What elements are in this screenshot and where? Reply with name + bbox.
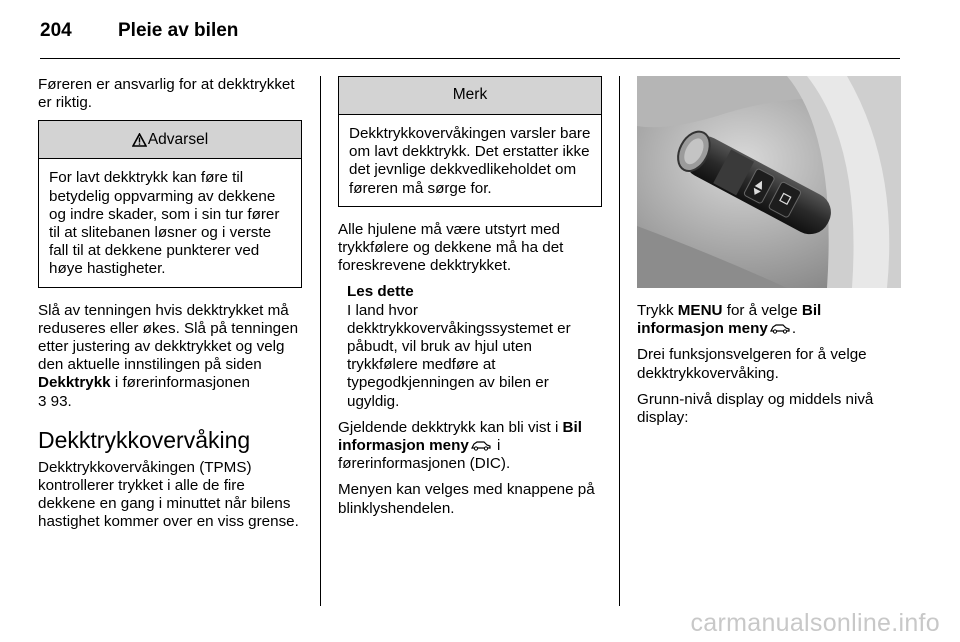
- dekktrykk-term: Dekktrykk: [38, 374, 111, 392]
- bil-informasjon-term: Bil informasjon meny: [637, 302, 822, 338]
- chapter-title: Pleie av bilen: [118, 20, 239, 41]
- page-number: 204: [40, 20, 72, 41]
- car-icon: [471, 439, 491, 451]
- header-rule: [40, 58, 900, 59]
- page-reference: 3 93.: [38, 392, 72, 410]
- column-2: [338, 76, 602, 526]
- watermark: carmanualsonline.info: [690, 609, 940, 637]
- note-box: [338, 76, 602, 207]
- tpms-paragraph: Dekktrykkovervåkingen (TPMS) kontrollerer trykket i alle de fire dekkene en gang i minuttet når bilens hastighet kommer over en viss grense.: [38, 458, 299, 531]
- menu-term: MENU: [677, 302, 723, 319]
- column-1: [38, 76, 302, 540]
- bil-informasjon-term: Bil informasjon meny: [338, 418, 582, 455]
- read-this-title: Les dette: [347, 283, 414, 301]
- ignition-paragraph: Slå av tenningen hvis dekktrykket må reduseres eller økes. Slå på tenningen etter justering av dekktrykket og velg den aktuelle innstilingen på siden Dekktrykk i førerinformasjonen 3 93.: [38, 301, 299, 410]
- read-this-note: [338, 283, 602, 410]
- warning-box-header: [39, 121, 301, 159]
- section-title: Dekktrykkovervåking: [38, 426, 251, 453]
- display-paragraph: Grunn-nivå display og middels nivå display:: [637, 390, 874, 427]
- rotate-paragraph: Drei funksjonsvelgeren for å velge dekktrykkovervåking.: [637, 346, 867, 382]
- press-menu-paragraph: Trykk MENU for å velge Bil informasjon meny .: [637, 302, 822, 338]
- column-divider: [619, 76, 620, 606]
- column-3-text: [637, 302, 901, 427]
- turn-signal-lever-photo: [637, 76, 901, 288]
- note-box-header: Merk: [339, 77, 601, 115]
- warning-title: Advarsel: [147, 130, 209, 148]
- car-icon: [770, 322, 790, 334]
- menu-paragraph: Menyen kan velges med knappene på blinklyshendelen.: [338, 481, 595, 517]
- warning-text: For lavt dekktrykk kan føre til betydelig oppvarming av dekkene og indre skader, som i sin tur fører til at slitebanen løsner og i verste fall til at dekkene punkterer ved høye hastigheter.: [49, 169, 280, 278]
- note-text: Dekktrykkovervåkingen varsler bare om lavt dekktrykk. Det erstatter ikke det jevnlige dekkvedlikeholdet om føreren må sørge for.: [349, 125, 591, 197]
- column-3: [637, 76, 901, 435]
- warning-box: [38, 120, 302, 287]
- intro-paragraph: Føreren er ansvarlig for at dekktrykket er riktig.: [38, 76, 295, 112]
- page-header: [40, 20, 238, 46]
- warning-triangle-icon: [132, 133, 147, 147]
- wheels-paragraph: Alle hjulene må være utstyrt med trykkfølere og dekkene må ha det foreskrevene dekktrykket.: [338, 220, 564, 275]
- dic-paragraph: Gjeldende dekktrykk kan bli vist i Bil informasjon meny i førerinformasjonen (DIC).: [338, 418, 582, 473]
- read-this-text: I land hvor dekktrykkovervåkingssystemet er påbudt, vil bruk av hjul uten trykkfølere medføre at typegodkjenningen av bilen er ugyldig.: [347, 301, 571, 410]
- column-divider: [320, 76, 321, 606]
